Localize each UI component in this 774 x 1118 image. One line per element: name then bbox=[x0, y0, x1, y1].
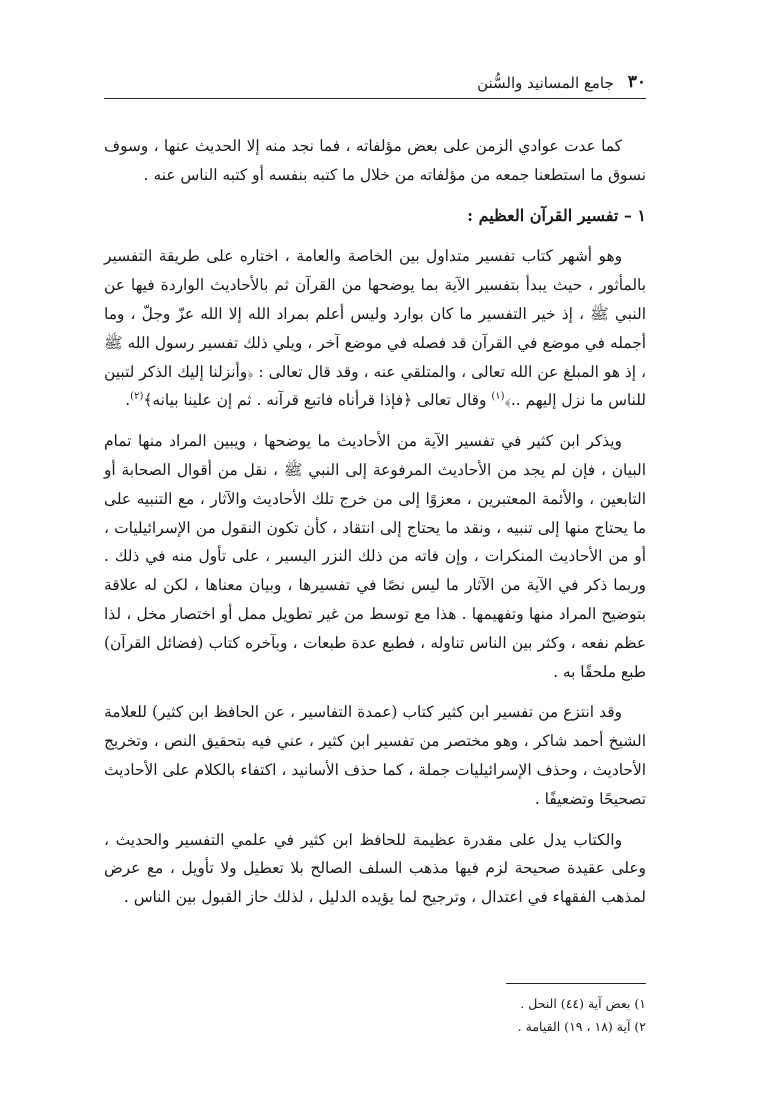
footnote-2: ٢) آية (١٨ ، ١٩) القيامة . bbox=[517, 1019, 646, 1034]
paragraph-abridgement: وقد انتزع من تفسير ابن كثير كتاب (عمدة التفاسير ، عن الحافظ ابن كثير) للعلامة الشيخ أحمد شاكر ، وهو مختصر من تفسير ابن كثير ، عني فيه بتحقيق النص ، وتخريج الأحاديث ، وحذف الإسرائيليات جملة ، كما حذف الأسانيد ، اكتفاء بالكلام على الأحاديث تصحيحًا وتضعيفًا . bbox=[104, 703, 646, 808]
page-header bbox=[104, 62, 646, 92]
paragraph-description bbox=[104, 242, 646, 415]
section-heading: ١ – تفسير القرآن العظيم : bbox=[467, 205, 646, 225]
paragraph-method: ويذكر ابن كثير في تفسير الآية من الأحاديث ما يوضحها ، ويبين المراد منها تمام البيان ، فإن لم يجد من الأحاديث المرفوعة إلى النبي ﷺ ، نقل من أقوال الصحابة أو التابعين ، والأئمة المعتبرين ، معزوًا إلى من خرج تلك الأحاديث والآثار ، مع التنبيه على ما يحتاج منها إلى تنبيه ، ونقد ما يحتاج إلى انتقاد ، كأن تكون النقول من الإسرائيليات ، أو من الأحاديث المنكرات ، وإن فاته من ذلك النزر اليسير ، على تأول منه في ذلك . وربما ذكر في الآية من الآثار ما ليس نصًا في تفسيرها ، وبيان معناها ، لكن له علاقة بتوضيح المراد منها وتفهيمها . هذا مع توسط من غير تطويل ممل أو اختصار مخل ، لذا عظم نفعه ، وكثر بين الناس تناوله ، فطبع عدة طبعات ، وبآخره كتاب (فضائل القرآن) طبع ملحقًا به . bbox=[104, 432, 646, 681]
header-rule bbox=[104, 98, 646, 99]
page-number: ٣٠ bbox=[627, 72, 646, 92]
main-text bbox=[104, 132, 646, 924]
footnotes bbox=[104, 992, 646, 1038]
paragraph-description-text: وهو أشهر كتاب تفسير متداول بين الخاصة والعامة ، اختاره على طريقة التفسير بالمأثور ، حيث يبدأ بتفسير الآية بما يوضحها من القرآن ثم بالأحاديث الواردة فيها عن النبي ﷺ ، إذ خير التفسير ما كان بوارد وليس أعلم بمراد الله إلا الله عزّ وجلّ ، وما أجمله في موضع في القرآن قد فصله في موضع آخر ، ويلي ذلك تفسير رسول الله ﷺ ، إذ هو المبلغ عن الله تعالى ، والمتلقي عنه ، وقد قال تعالى : ﴿وأنزلنا إليك الذكر لتبين للناس ما نزل إليهم ..﴾ bbox=[104, 247, 646, 410]
footnote-1: ١) بعض آية (٤٤) النحل . bbox=[520, 996, 646, 1011]
paragraph-evaluation: والكتاب يدل على مقدرة عظيمة للحافظ ابن كثير في علمي التفسير والحديث ، وعلى عقيدة صحيحة لزم فيها مذهب السلف الصالح بلا تعطيل ولا تأويل ، مع عرض لمذهب الفقهاء في اعتدال ، وترجيح لما يؤيده الدليل ، لذلك حاز القبول بين الناس . bbox=[104, 830, 646, 907]
footnote-mark-1: (١) bbox=[491, 391, 505, 403]
paragraph-description-end: . bbox=[125, 391, 131, 410]
paragraph-description-tail: وقال تعالى ﴿فإذا قرأناه فاتبع قرآنه . ثم إن علينا بيانه﴾ bbox=[143, 391, 487, 410]
footnote-rule bbox=[506, 983, 646, 984]
footnote-mark-2: (٢) bbox=[130, 391, 144, 403]
paragraph-intro: كما عدت عوادي الزمن على بعض مؤلفاته ، فما نجد منه إلا الحديث عنها ، وسوف نسوق ما استطعنا جمعه من مؤلفاته من خلال ما كتبه بنفسه أو كتبه الناس عنه . bbox=[104, 137, 646, 184]
running-title: جامع المسانيد والسُّنن bbox=[477, 74, 614, 92]
